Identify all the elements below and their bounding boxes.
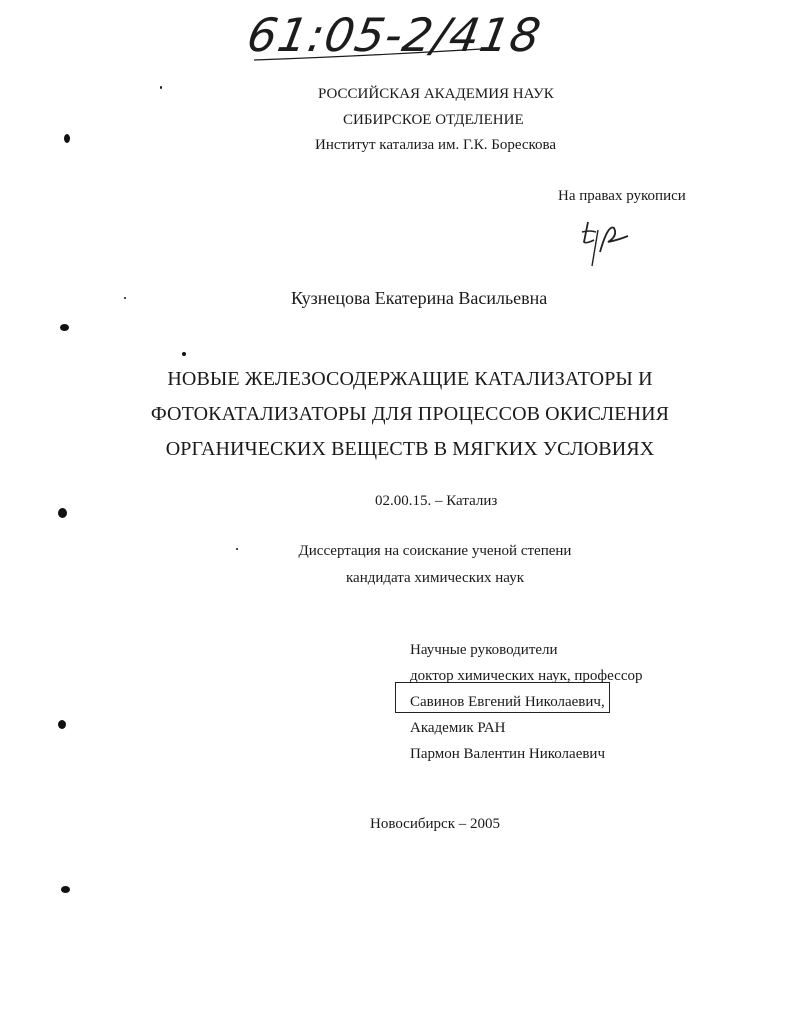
advisor-line: Савинов Евгений Николаевич, [410,694,605,710]
scan-speck [64,134,70,143]
degree-statement [280,538,590,592]
advisors-heading: Научные руководители [410,642,558,658]
stamp-text: 61:05-2/418 [243,8,546,62]
title-line: ФОТОКАТАЛИЗАТОРЫ ДЛЯ ПРОЦЕССОВ ОКИСЛЕНИЯ [150,403,670,425]
scan-speck [58,720,66,729]
scan-speck [58,508,67,518]
advisor-line: доктор химических наук, профессор [410,668,643,684]
rights-note: На правах рукописи [558,188,686,204]
advisors-block [410,637,642,767]
place-year: Новосибирск – 2005 [370,816,500,832]
author-name: Кузнецова Екатерина Васильевна [291,288,548,308]
title-line: НОВЫЕ ЖЕЛЕЗОСОДЕРЖАЩИЕ КАТАЛИЗАТОРЫ И [167,368,653,390]
degree-line: кандидата химических наук [345,570,524,586]
org-line-academy: РОССИЙСКАЯ АКАДЕМИЯ НАУК [318,86,554,102]
scan-speck [60,324,69,331]
scan-speck [236,548,238,550]
advisor-line: Пармон Валентин Николаевич [410,746,605,762]
advisor-line: Академик РАН [410,720,506,736]
archive-number-stamp [243,8,546,72]
signature-icon [578,212,638,268]
title-line: ОРГАНИЧЕСКИХ ВЕЩЕСТВ В МЯГКИХ УСЛОВИЯХ [165,438,655,460]
dissertation-title [150,362,670,467]
org-line-institute: Институт катализа им. Г.К. Борескова [315,137,557,153]
scan-speck [182,352,186,356]
degree-line: Диссертация на соискание ученой степени [298,543,572,559]
org-line-branch: СИБИРСКОЕ ОТДЕЛЕНИЕ [343,112,524,128]
scan-speck [61,886,70,893]
scan-speck [160,86,162,89]
specialty-code: 02.00.15. – Катализ [375,493,498,509]
scan-speck [124,297,126,299]
